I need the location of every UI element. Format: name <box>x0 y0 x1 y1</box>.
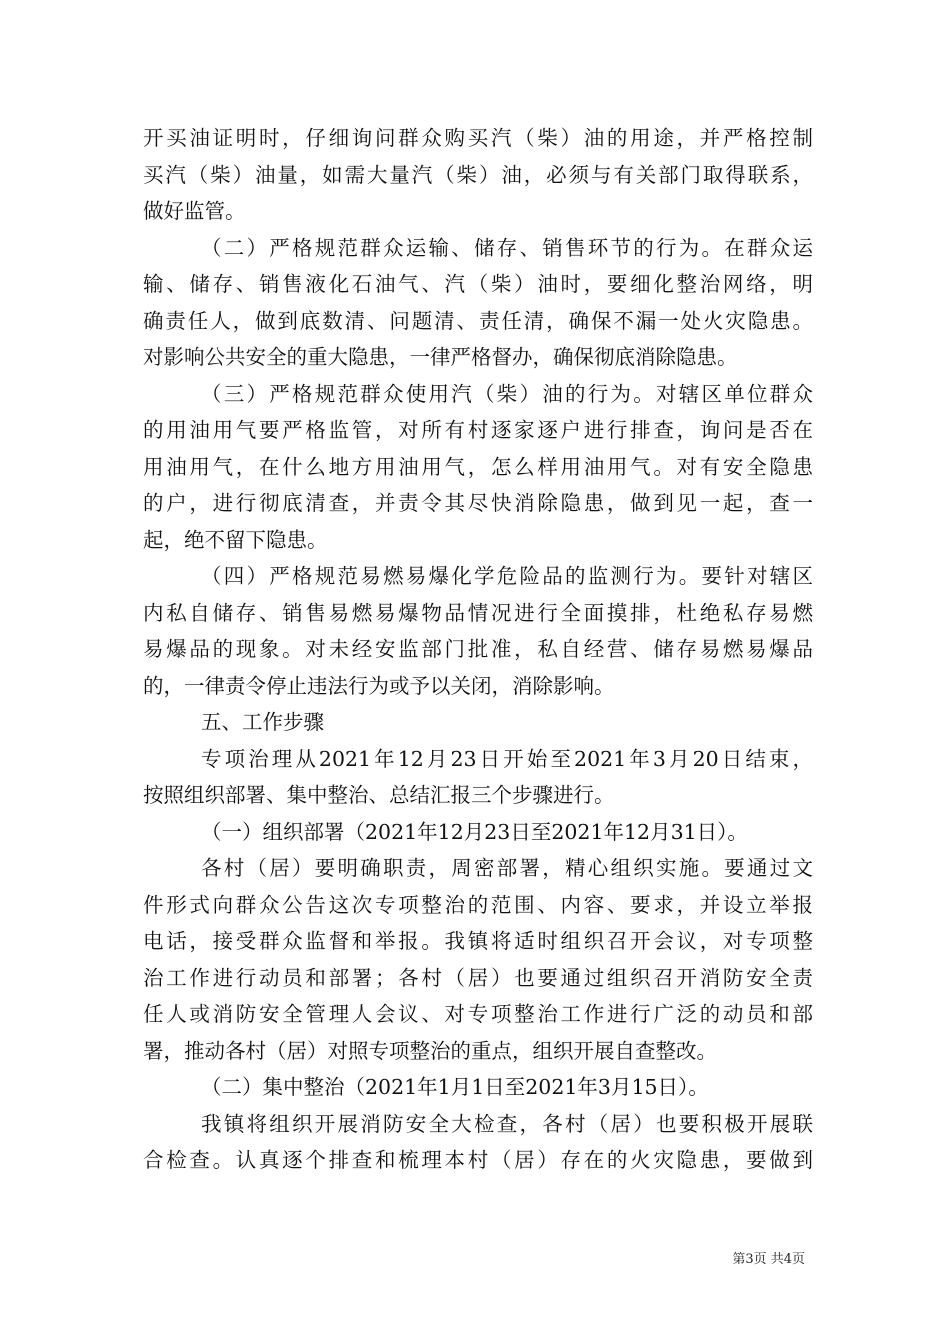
text-line: 电话，接受群众监督和举报。我镇将适时组织召开会议，对专项整 <box>143 929 813 953</box>
text-line: 的，一律责令停止违法行为或予以关闭，消除影响。 <box>143 673 615 698</box>
text-line: 署，推动各村（居）对照专项整治的重点，组织开展自查整改。 <box>143 1038 717 1063</box>
document-body <box>143 120 813 1179</box>
text-line: 任人或消防安全管理人会议、对专项整治工作进行广泛的动员和部 <box>143 1002 813 1026</box>
text-line: 确责任人，做到底数清、问题清、责任清，确保不漏一处火灾隐患。 <box>143 308 813 333</box>
text-line: （一）组织部署（2021年12月23日至2021年12月31日）。 <box>201 819 748 844</box>
page-number: 第3页 共4页 <box>732 1252 805 1267</box>
text-line: 各村（居）要明确职责，周密部署，精心组织实施。要通过文 <box>201 856 813 880</box>
text-line: （二）严格规范群众运输、储存、销售环节的行为。在群众运 <box>201 235 813 260</box>
text-line: （四）严格规范易燃易爆化学危险品的监测行为。要针对辖区 <box>201 564 813 588</box>
text-line: 易爆品的现象。对未经安监部门批准，私自经营、储存易燃易爆品 <box>143 637 813 661</box>
text-line: 内私自储存、销售易燃易爆物品情况进行全面摸排，杜绝私存易燃 <box>143 600 813 625</box>
text-line: 件形式向群众公告这次专项整治的范围、内容、要求，并设立举报 <box>143 892 813 917</box>
section-heading: 五、工作步骤 <box>201 710 324 734</box>
text-line: 按照组织部署、集中整治、总结汇报三个步骤进行。 <box>143 783 615 807</box>
text-line: 合检查。认真逐个排查和梳理本村（居）存在的火灾隐患，要做到 <box>143 1148 813 1172</box>
text-line: 做好监管。 <box>143 199 246 223</box>
text-line: 起，绝不留下隐患。 <box>143 527 328 552</box>
text-line: 治工作进行动员和部署；各村（居）也要通过组织召开消防安全责 <box>143 965 813 990</box>
text-line: 开买油证明时，仔细询问群众购买汽（柴）油的用途，并严格控制 <box>143 126 813 150</box>
text-line: 对影响公共安全的重大隐患，一律严格督办，确保彻底消除隐患。 <box>143 345 738 369</box>
text-line: 输、储存、销售液化石油气、汽（柴）油时，要细化整治网络，明 <box>143 272 813 296</box>
text-line: 的户，进行彻底清查，并责令其尽快消除隐患，做到见一起，查一 <box>143 491 813 515</box>
text-line: 我镇将组织开展消防安全大检查，各村（居）也要积极开展联 <box>201 1111 813 1136</box>
text-line: （三）严格规范群众使用汽（柴）油的行为。对辖区单位群众 <box>201 381 813 406</box>
text-line: 买汽（柴）油量，如需大量汽（柴）油，必须与有关部门取得联系， <box>143 162 813 187</box>
text-line: 专项治理从2021年12月23日开始至2021年3月20日结束， <box>201 746 813 771</box>
text-line: （二）集中整治（2021年1月1日至2021年3月15日）。 <box>201 1075 709 1099</box>
text-line: 的用油用气要严格监管，对所有村逐家逐户进行排查，询问是否在 <box>143 418 813 442</box>
text-line: 用油用气，在什么地方用油用气，怎么样用油用气。对有安全隐患 <box>143 454 813 479</box>
